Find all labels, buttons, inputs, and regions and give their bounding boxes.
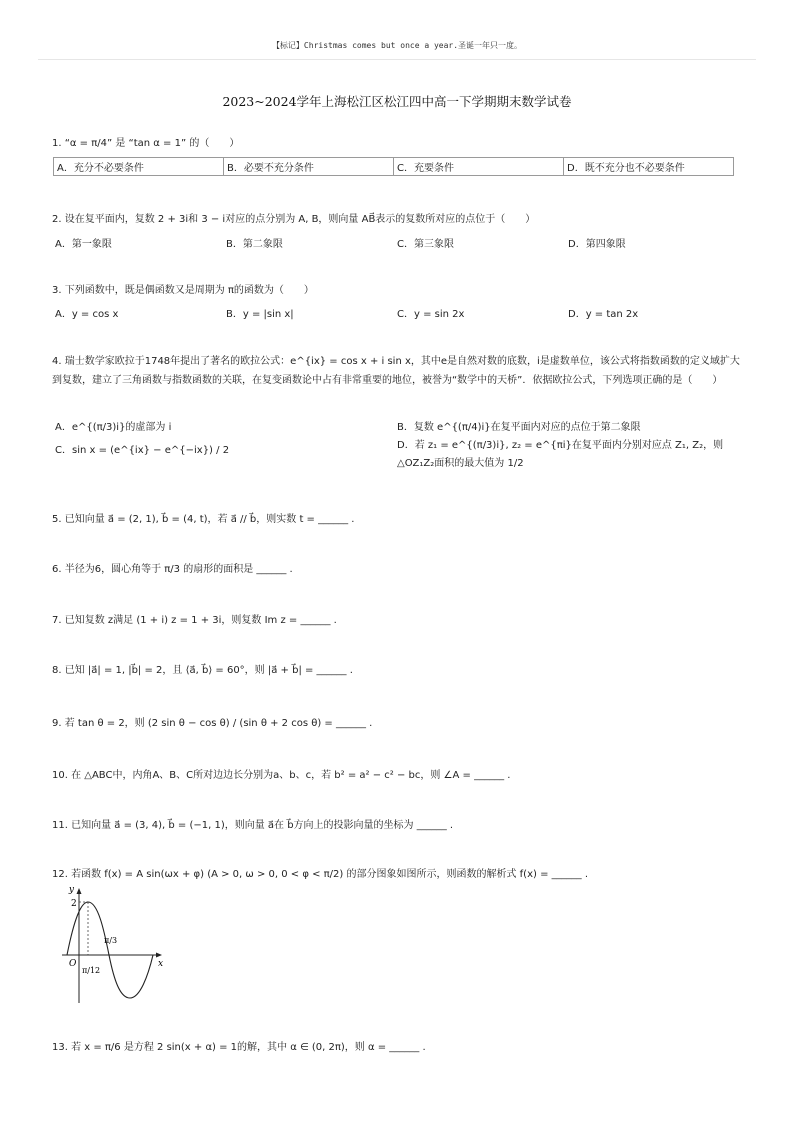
- y-axis-label: y: [68, 885, 74, 895]
- question-7: 7. 已知复数 z满足 (1 + i) z = 1 + 3i，则复数 Im z = ______ .: [52, 615, 337, 626]
- question-11: 11. 已知向量 a⃗ = (3, 4), b⃗ = (−1, 1)，则向量 a⃗在 b⃗方向上的投影向量的坐标为 ______ .: [52, 820, 454, 831]
- x-tick-pi-over-3: π/3: [104, 936, 118, 945]
- q2-option-b: B．第二象限: [226, 239, 283, 250]
- question-10: 10. 在 △ABC中，内角A、B、C所对边边长分别为a、b、c，若 b² = a² − c² − bc，则 ∠A = ______ .: [52, 770, 511, 781]
- y-axis-arrow: [77, 888, 82, 894]
- question-13: 13. 若 x = π/6 是方程 2 sin(x + α) = 1的解，其中 α ∈ (0, 2π)，则 α = ______ .: [52, 1042, 426, 1053]
- page-title: 2023~2024学年上海松江区松江四中高一下学期期末数学试卷: [222, 94, 572, 109]
- question-4-stem: 4. 瑞士数学家欧拉于1748年提出了著名的欧拉公式：e^{ix} = cos x + i sin x，其中e是自然对数的底数，i是虚数单位，该公式将指数函数的定义域扩大到复数，建立了三角函数与指数函数的关联，在复变函数论中占有非常重要的地位，被誉为“数学中的天桥”．依据欧拉公式，下列选项正确的是（ ）: [52, 356, 740, 386]
- q1-option-a: A．充分不必要条件: [54, 158, 224, 176]
- x-tick-pi-over-12: π/12: [82, 966, 101, 975]
- q4-option-c: C．sin x = (e^{ix} − e^{−ix}) / 2: [55, 445, 230, 456]
- q4-option-d: D．若 z₁ = e^{(π/3)i}, z₂ = e^{πi}在复平面内分别对应点 Z₁, Z₂，则 △OZ₁Z₂面积的最大值为 1/2: [397, 440, 724, 469]
- q3-option-d: D．y = tan 2x: [568, 309, 639, 320]
- q1-option-b: B．必要不充分条件: [224, 158, 394, 176]
- q2-option-c: C．第三象限: [397, 239, 454, 250]
- q2-option-d: D．第四象限: [568, 239, 626, 250]
- q4-option-b: B．复数 e^{(π/4)i}在复平面内对应的点位于第二象限: [397, 422, 641, 433]
- question-6: 6. 半径为6，圆心角等于 π/3 的扇形的面积是 ______ .: [52, 564, 293, 575]
- q3-option-c: C．y = sin 2x: [397, 309, 465, 320]
- x-axis-label: x: [158, 959, 164, 969]
- q1-option-c: C．充要条件: [394, 158, 564, 176]
- peak-value-label: 2: [71, 899, 77, 909]
- q1-option-d: D．既不充分也不必要条件: [564, 158, 734, 176]
- q3-option-b: B．y = |sin x|: [226, 309, 294, 320]
- question-12-graph: [52, 880, 172, 1008]
- x-axis-arrow: [156, 953, 162, 958]
- question-9: 9. 若 tan θ = 2，则 (2 sin θ − cos θ) / (sin θ + 2 cos θ) = ______ .: [52, 718, 373, 729]
- q2-option-a: A．第一象限: [55, 239, 112, 250]
- question-1-stem: 1. “α = π/4” 是 “tan α = 1” 的（ ）: [52, 138, 240, 149]
- question-2-stem: 2. 设在复平面内，复数 2 + 3i和 3 − i对应的点分别为 A, B，则向量 AB⃗表示的复数所对应的点位于（ ）: [52, 214, 536, 225]
- origin-label: O: [69, 959, 77, 969]
- question-12-stem: 12. 若函数 f(x) = A sin(ωx + φ) (A > 0, ω > 0, 0 < φ < π/2) 的部分图象如图所示，则函数的解析式 f(x) = ______ .: [52, 869, 588, 880]
- sine-curve: [67, 902, 153, 998]
- header-divider: [38, 59, 756, 60]
- q4-option-a: A．e^{(π/3)i}的虚部为 i: [55, 422, 172, 433]
- question-1-options: [53, 157, 734, 176]
- question-8: 8. 已知 |a⃗| = 1, |b⃗| = 2，且 ⟨a⃗, b⃗⟩ = 60°，则 |a⃗ + b⃗| = ______ .: [52, 665, 353, 676]
- question-5: 5. 已知向量 a⃗ = (2, 1), b⃗ = (4, t)，若 a⃗ // b⃗，则实数 t = ______ .: [52, 514, 355, 525]
- question-3-stem: 3. 下列函数中，既是偶函数又是周期为 π的函数为（ ）: [52, 285, 314, 296]
- header-note: 【标记】Christmas comes but once a year.圣诞一年只一度。: [271, 41, 523, 50]
- q3-option-a: A．y = cos x: [55, 309, 119, 320]
